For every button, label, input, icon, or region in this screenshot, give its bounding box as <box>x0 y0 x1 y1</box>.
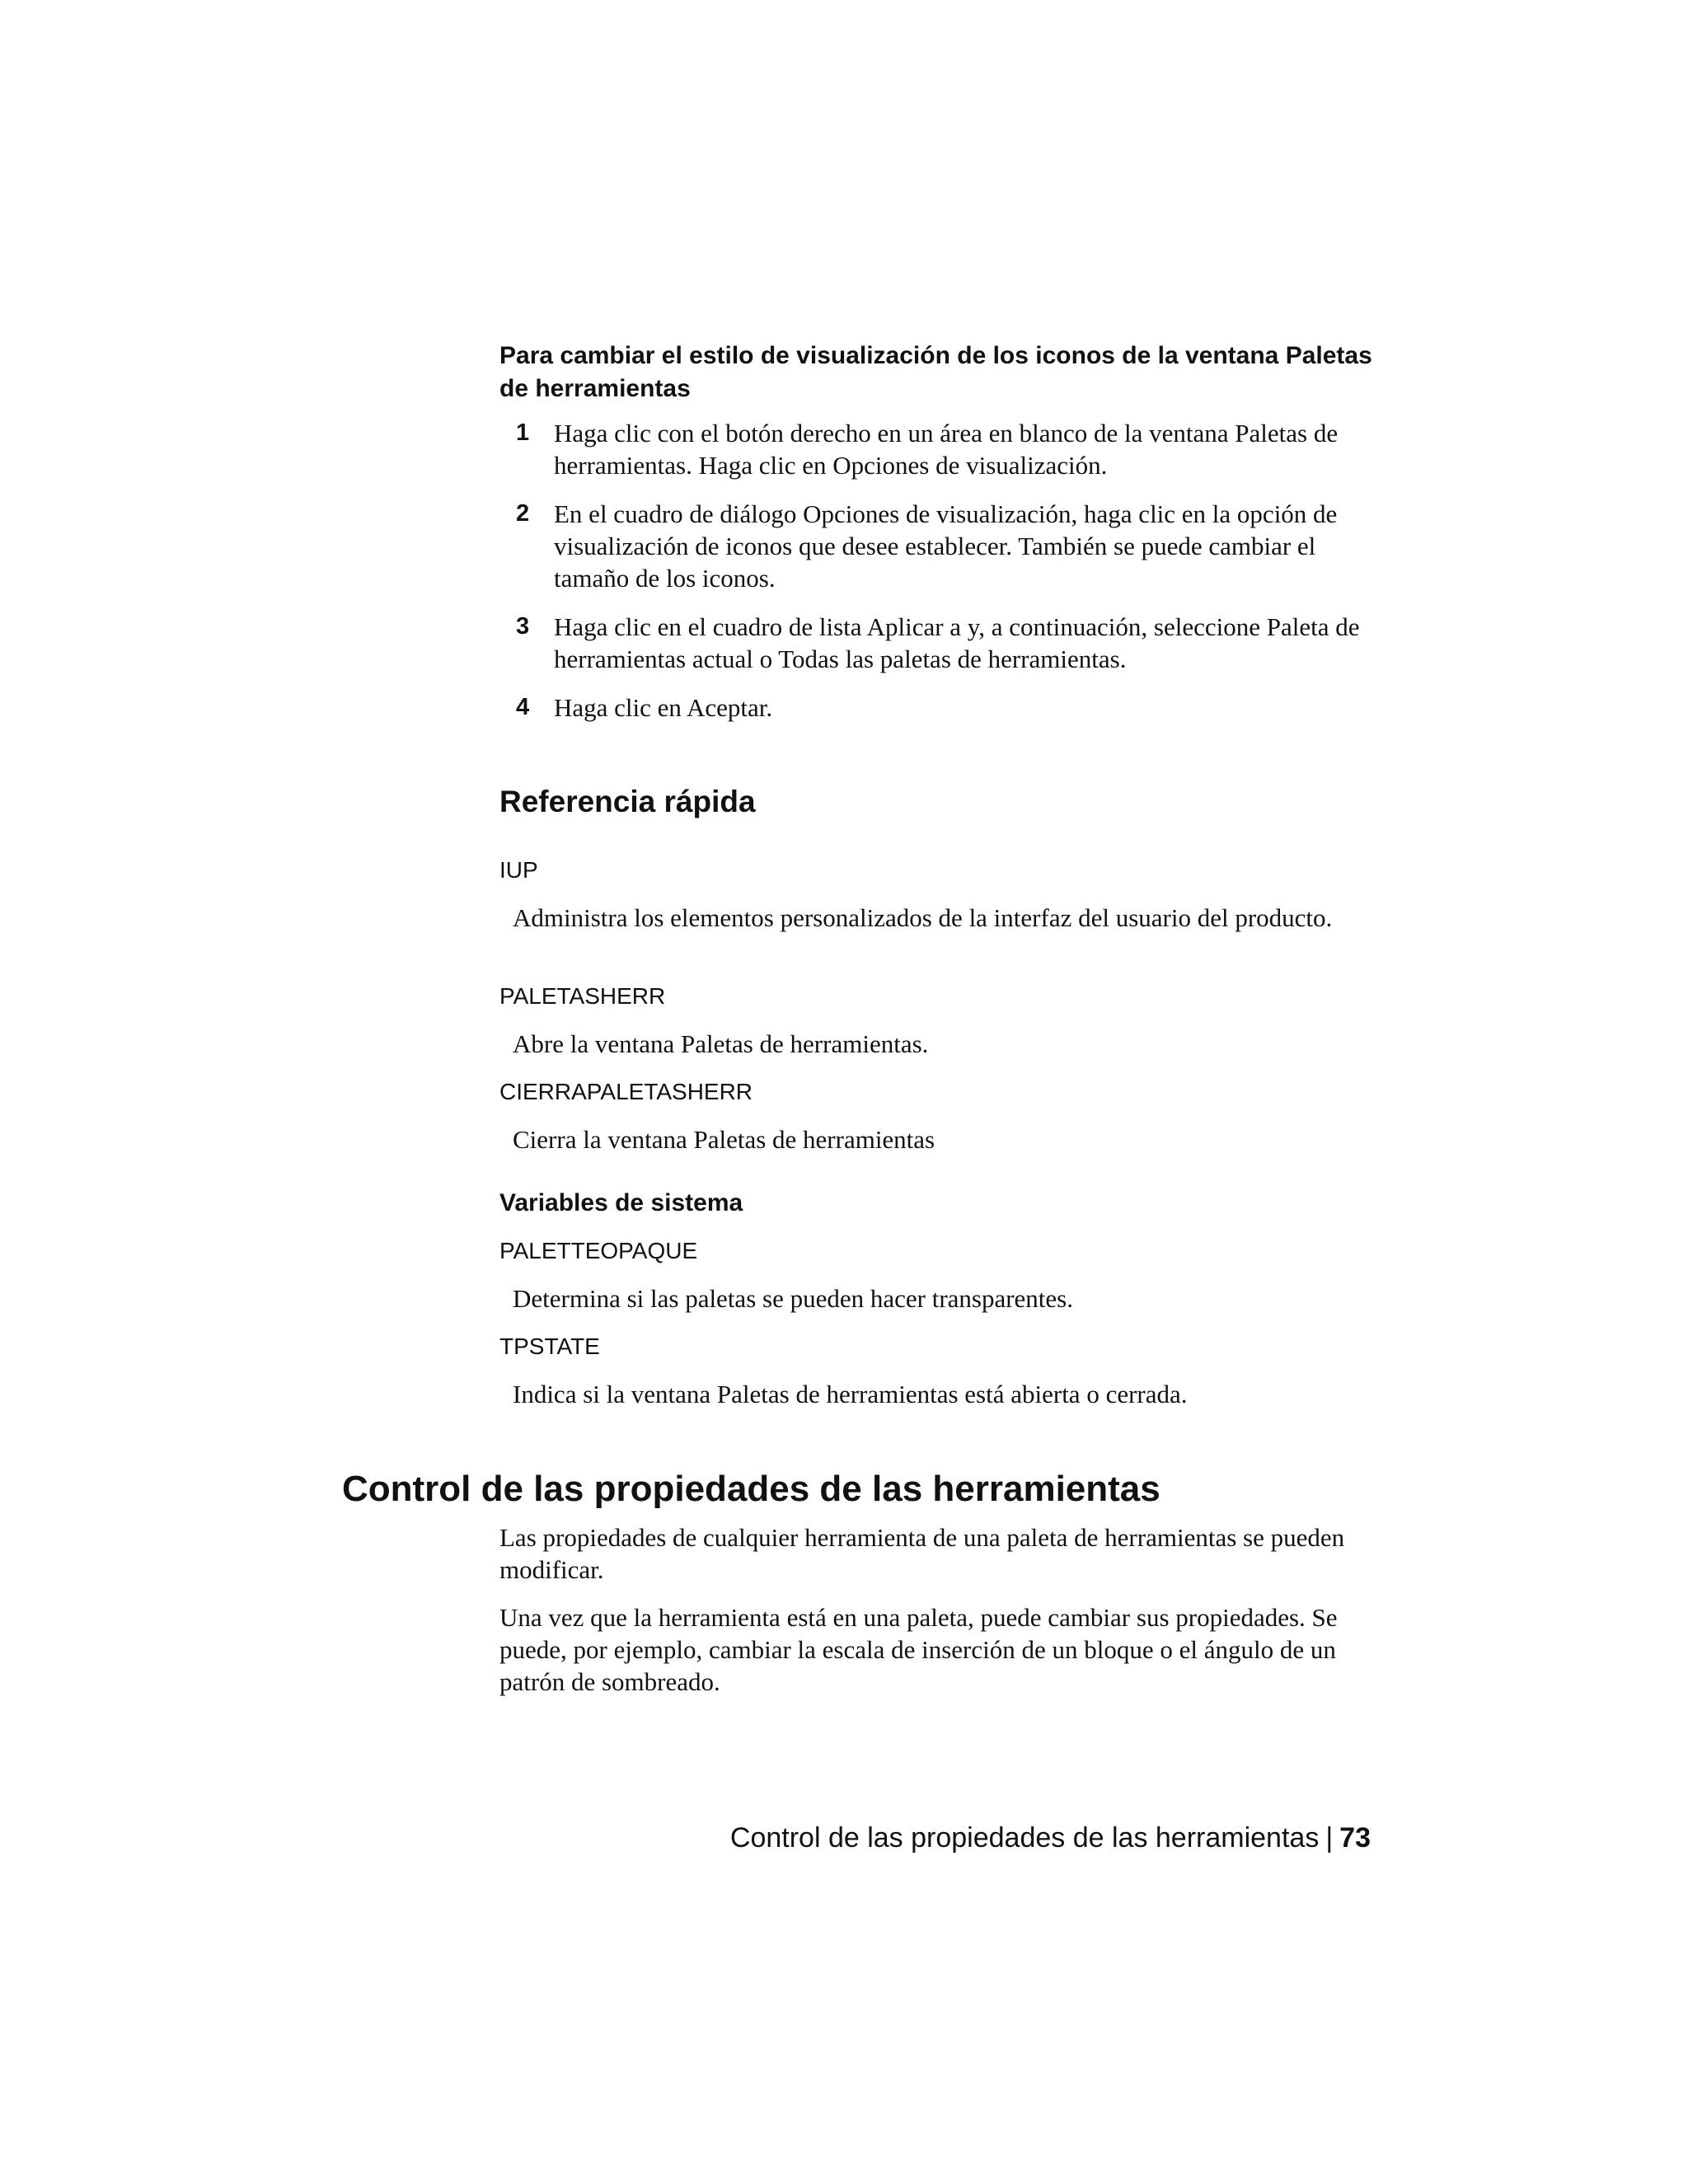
command-description: Abre la ventana Paletas de herramientas. <box>513 1029 929 1058</box>
step-text: Haga clic en el cuadro de lista Aplicar a y, a continuación, seleccione Paleta de herramientas actual o Todas las paletas de herramientas. <box>554 612 1360 673</box>
step-text: Haga clic en Aceptar. <box>554 693 773 722</box>
sysvar-entry <box>499 1236 1373 1315</box>
section-paragraph: Una vez que la herramienta está en una paleta, puede cambiar sus propiedades. Se puede, por ejemplo, cambiar la escala de inserción de un bloque o el ángulo de un patrón de sombreado. <box>499 1603 1338 1696</box>
procedure-steps <box>499 417 1373 740</box>
step-number: 3 <box>516 613 530 640</box>
section-heading: Control de las propiedades de las herramientas <box>342 1469 1160 1509</box>
step-number: 2 <box>516 500 530 527</box>
sysvar-entry <box>499 1332 1373 1410</box>
procedure-title: Para cambiar el estilo de visualización de los iconos de la ventana Paletas de herramientas <box>499 342 1372 402</box>
footer-running-title: Control de las propiedades de las herramientas <box>729 1822 1320 1854</box>
command-entry <box>499 855 1373 934</box>
step-text: Haga clic con el botón derecho en un área en blanco de la ventana Paletas de herramientas. Haga clic en Opciones de visualización. <box>554 419 1339 480</box>
section-paragraph: Las propiedades de cualquier herramienta de una paleta de herramientas se pueden modificar. <box>499 1523 1345 1584</box>
footer-separator: | <box>1325 1822 1334 1854</box>
command-name: PALETASHERR <box>499 983 666 1009</box>
page-footer <box>730 1821 1371 1855</box>
procedure-step <box>499 691 1373 724</box>
sysvar-name: PALETTEOPAQUE <box>499 1238 698 1263</box>
sysvar-name: TPSTATE <box>499 1333 600 1359</box>
procedure-step <box>499 417 1373 481</box>
command-entry <box>499 982 1373 1060</box>
step-text: En el cuadro de diálogo Opciones de visualización, haga clic en la opción de visualización de iconos que desee establecer. También se puede cambiar el tamaño de los iconos. <box>554 499 1338 593</box>
command-name: IUP <box>499 857 538 883</box>
command-description: Administra los elementos personalizados de la interfaz del usuario del producto. <box>513 903 1333 932</box>
sysvar-description: Determina si las paletas se pueden hacer transparentes. <box>513 1284 1073 1313</box>
command-description: Cierra la ventana Paletas de herramientas <box>513 1125 935 1154</box>
procedure-step <box>499 611 1373 675</box>
procedure-step <box>499 498 1373 594</box>
sysvar-description: Indica si la ventana Paletas de herramientas está abierta o cerrada. <box>513 1380 1188 1408</box>
system-variables-heading: Variables de sistema <box>499 1189 743 1216</box>
page-number: 73 <box>1339 1822 1371 1854</box>
step-number: 1 <box>516 419 530 446</box>
command-entry <box>499 1077 1373 1155</box>
step-number: 4 <box>516 694 530 720</box>
command-name: CIERRAPALETASHERR <box>499 1079 753 1104</box>
quick-reference-heading: Referencia rápida <box>499 785 756 818</box>
